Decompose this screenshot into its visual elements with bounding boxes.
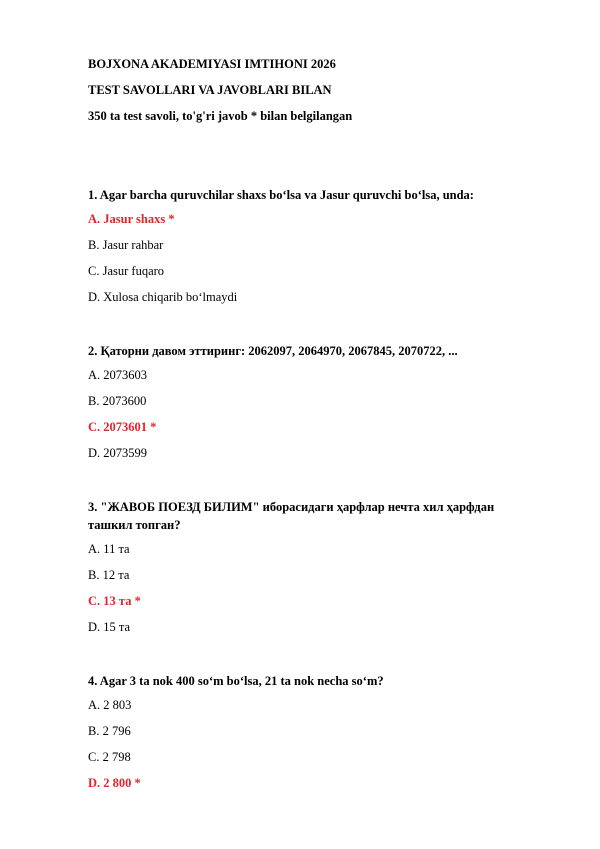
question-4-option-a: A. 2 803 [88, 698, 132, 712]
question-3-option-d: D. 15 та [88, 620, 131, 634]
question-2-text: 2. Қаторни давом эттиринг: 2062097, 2064970, 2067845, 2070722, ... [88, 344, 458, 358]
question-3-text: 3. "ЖАВОБ ПОЕЗД БИЛИМ" иборасидаги ҳарфлар нечта хил ҳарфдан ташкил топган? [88, 500, 495, 532]
question-3-option-b: B. 12 та [88, 568, 130, 582]
question-2-option-b: B. 2073600 [88, 394, 147, 408]
question-4-option-b: B. 2 796 [88, 724, 131, 738]
document-note: 350 ta test savoli, to'g'ri javob * bilan belgilangan [88, 109, 353, 123]
document-subtitle: TEST SAVOLLARI VA JAVOBLARI BILAN [88, 83, 332, 97]
question-4-option-c: C. 2 798 [88, 750, 131, 764]
document-title: BOJXONA AKADEMIYASI IMTIHONI 2026 [88, 57, 336, 71]
question-1-option-d: D. Xulosa chiqarib bo‘lmaydi [88, 290, 238, 304]
question-1-text: 1. Agar barcha quruvchilar shaxs bo‘lsa va Jasur quruvchi bo‘lsa, unda: [88, 188, 474, 202]
question-4-text: 4. Agar 3 ta nok 400 so‘m bo‘lsa, 21 ta nok necha so‘m? [88, 674, 384, 688]
question-2-option-d: D. 2073599 [88, 446, 148, 460]
question-1-option-a: A. Jasur shaxs * [88, 212, 175, 226]
question-4-option-d: D. 2 800 * [88, 776, 141, 790]
question-1-option-b: B. Jasur rahbar [88, 238, 164, 252]
question-1-option-c: C. Jasur fuqaro [88, 264, 165, 278]
question-2-option-c: C. 2073601 * [88, 420, 157, 434]
question-3-option-a: A. 11 та [88, 542, 130, 556]
question-2-option-a: A. 2073603 [88, 368, 148, 382]
question-3-option-c: C. 13 та * [88, 594, 141, 608]
